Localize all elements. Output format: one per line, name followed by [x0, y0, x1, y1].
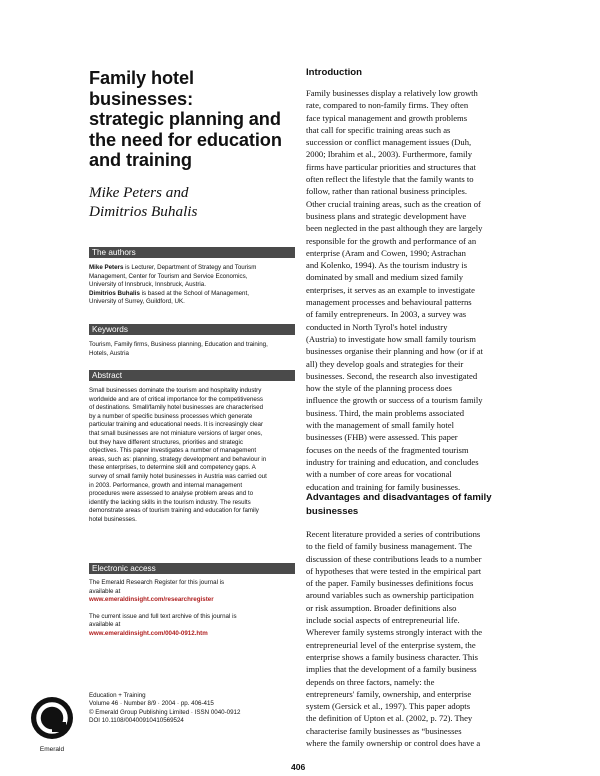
author2-name: Dimitrios Buhalis [89, 289, 140, 297]
article-title [89, 68, 295, 171]
abstract-line: Small businesses dominate the tourism and hospitality industry [89, 387, 262, 394]
text-line: firms have particular priorities and structures that [306, 161, 476, 172]
keywords-heading: Keywords [89, 324, 295, 335]
emerald-logo-icon [30, 696, 74, 740]
journal-archive-link[interactable]: www.emeraldinsight.com/0040-0912.htm [89, 629, 208, 637]
text-line: often reflect the lifestyle that the family wants to [306, 174, 474, 185]
introduction-heading: Introduction [306, 67, 362, 78]
text-line: all) they develop goals and strategies for their [306, 358, 464, 369]
text-line: been neglected in the past although they are largely [306, 223, 483, 234]
abstract-line: objectives. This paper investigates a number of management [89, 447, 257, 455]
abstract-line: of destinations. Small/family hotel businesses are characterised [89, 404, 264, 412]
heading-line: Advantages and disadvantages of family [306, 492, 492, 503]
text-line: include social aspects of entrepreneurial life. [306, 615, 460, 626]
text-line: the definition of Upton et al. (2002, p. 72). They [306, 713, 473, 724]
abstract-line: identify the lacking skills in the tourism industry. The results [89, 498, 251, 506]
text-line: or risk assumption. Broader definitions also [306, 602, 457, 613]
text-line: entrepreneurs' family, ownership, and enterprise [306, 688, 472, 699]
text-line: businesses (FHB) were assessed. This paper [306, 432, 458, 443]
text-line: characterise family businesses as “businesses [306, 725, 462, 736]
text-line: rate, compared to non-family firms. They often [306, 100, 469, 111]
research-register-link[interactable]: www.emeraldinsight.com/researchregister [89, 596, 214, 604]
text-line: industry for training and education, and concludes [306, 456, 479, 467]
text-line: entrepreneurial level of the enterprise system, the [306, 639, 476, 650]
text-line: Other crucial training areas, such as the creation of [306, 198, 481, 209]
archive-line: The current issue and full text archive of this journal is [89, 612, 237, 620]
text-line: Recent literature provided a series of contributions [306, 529, 481, 539]
register-line: available at [89, 587, 121, 595]
text-line: enterprise (Aram and Cowen, 1990; Astrachan [306, 247, 466, 258]
text-line: of hypotheses that were tested in the empirical part [306, 565, 482, 576]
author-names [89, 183, 295, 222]
text-line: implies that the development of a family business [306, 664, 477, 675]
abstract-text [89, 387, 301, 525]
text-line: with a number of core areas for vocational [306, 469, 452, 480]
text-line: of the paper. Family businesses definitions focus [306, 578, 474, 589]
title-line: Family hotel businesses: [89, 68, 194, 109]
text-line: system (Gersick et al., 1997). This paper adopts [306, 701, 471, 712]
abstract-line: particular training and educational needs. It is increasingly clear [89, 421, 264, 429]
abstract-line: procedures were assessed to analyse problem areas and to [89, 490, 254, 498]
page-number: 406 [291, 762, 306, 772]
text-line: business plans and strategic development have [306, 210, 467, 221]
text-line: Wherever family systems strongly interact with the [306, 627, 483, 638]
abstract-line: these enterprises, to determine skill and competency gaps. A [89, 464, 256, 472]
title-line: the need for education [89, 129, 282, 150]
abstract-line: in 2003. Performance, growth and internal management [89, 481, 243, 489]
keywords-line: Hotels, Austria [89, 349, 129, 357]
journal-volume: Volume 46 · Number 8/9 · 2004 · pp. 406-415 [89, 700, 214, 708]
abstract-line: worldwide and are of critical importance for the competitiveness [89, 395, 264, 403]
text-line: businesses organise their planning and how (or if at [306, 346, 483, 357]
author2-text: University of Surrey, Guildford, UK. [89, 298, 185, 306]
abstract-line: that small businesses are not miniature versions of larger ones, [89, 429, 263, 437]
abstract-line: but they have different structures, priorities and strategic [89, 438, 243, 446]
author2-text: is based at the School of Management, [139, 289, 249, 297]
journal-copyright: © Emerald Group Publishing Limited · ISSN 0040-0912 [89, 708, 241, 716]
keywords-list [89, 341, 301, 358]
advantages-text [306, 528, 482, 749]
heading-line: businesses [306, 505, 359, 517]
logo-label: Emerald [39, 746, 65, 753]
abstract-line: by a number of specific business processes which generate [89, 412, 253, 420]
text-line: with the management of small family hotel [306, 420, 454, 431]
text-line: discussion of these contributions leads to a number [306, 553, 482, 564]
archive-line: available at [89, 621, 121, 629]
introduction-text [306, 87, 483, 493]
abstract-line: areas, such as: planning, strategy development and behaviour in [89, 455, 267, 463]
text-line: enterprise shows a family business character. This [306, 651, 478, 662]
journal-doi: DOI 10.1108/00400910410569524 [89, 716, 184, 724]
abstract-line: hotel businesses. [89, 515, 137, 523]
title-block [89, 68, 295, 222]
text-line: enterprises, it serves as an example to investigate [306, 284, 475, 295]
title-line: and training [89, 150, 192, 170]
abstract-line: demonstrate areas of tourism training and education for family [89, 507, 259, 515]
emerald-logo [30, 696, 74, 753]
text-line: conducted in North Tyrol's hotel industry [306, 321, 448, 332]
register-line: The Emerald Research Register for this journal is [89, 579, 225, 586]
text-line: face typical management and growth problems [306, 112, 468, 123]
text-line: where the family ownership or control does have a [306, 738, 481, 749]
text-line: how the style of the planning process does [306, 383, 452, 394]
text-line: succession or conflict management issues (Duh, [306, 137, 472, 148]
author1-text: University of Innsbruck, Innsbruck, Austria. [89, 281, 206, 289]
text-line: Family businesses display a relatively low growth [306, 88, 478, 98]
text-line: influence the growth or success of a tourism family [306, 395, 483, 406]
author1-text: Management, Center for Tourism and Service Economics, [89, 272, 248, 280]
text-line: depends on three factors, namely: the [306, 676, 435, 687]
authors-info [89, 264, 301, 307]
author1-text: is Lecturer, Department of Strategy and Tourism [123, 264, 257, 271]
text-line: businesses. Second, the research also investigated [306, 370, 478, 381]
text-line: follow, rather than rational business principles. [306, 186, 468, 197]
text-line: 2000; Ibrahim et al., 2003). Furthermore, family [306, 149, 473, 160]
text-line: management processes and behavioural patterns [306, 297, 472, 308]
electronic-access-heading: Electronic access [89, 563, 295, 574]
text-line: of family entrepreneurs. In 2003, a survey was [306, 309, 467, 320]
text-line: around variables such as ownership participation [306, 590, 474, 601]
author1-name: Mike Peters [89, 264, 124, 271]
abstract-line: survey of small family hotel businesses in Austria was carried out [89, 472, 267, 480]
electronic-access-info [89, 579, 301, 639]
title-line: strategic planning and [89, 109, 281, 129]
text-line: responsible for the growth and performance of an [306, 235, 477, 246]
author-line: Dimitrios Buhalis [89, 203, 198, 220]
text-line: business. Third, the main problems associated [306, 407, 465, 418]
journal-name: Education + Training [89, 692, 146, 699]
text-line: that call for specific training areas such as [306, 124, 451, 135]
text-line: (Austria) to investigate how small family tourism [306, 333, 476, 344]
text-line: to the field of family business management. The [306, 541, 472, 552]
text-line: dominated by small and medium sized family [306, 272, 464, 283]
keywords-line: Tourism, Family firms, Business planning, Education and training, [89, 341, 268, 348]
advantages-heading [306, 491, 492, 518]
authors-heading: The authors [89, 247, 295, 258]
text-line: education and training for family businesses. [306, 481, 461, 492]
author-line: Mike Peters and [89, 183, 189, 201]
abstract-heading: Abstract [89, 370, 295, 381]
journal-info [89, 692, 240, 725]
text-line: and Kolenko, 1994). As the tourism industry is [306, 260, 468, 271]
text-line: focuses on the needs of the fragmented tourism [306, 444, 469, 455]
